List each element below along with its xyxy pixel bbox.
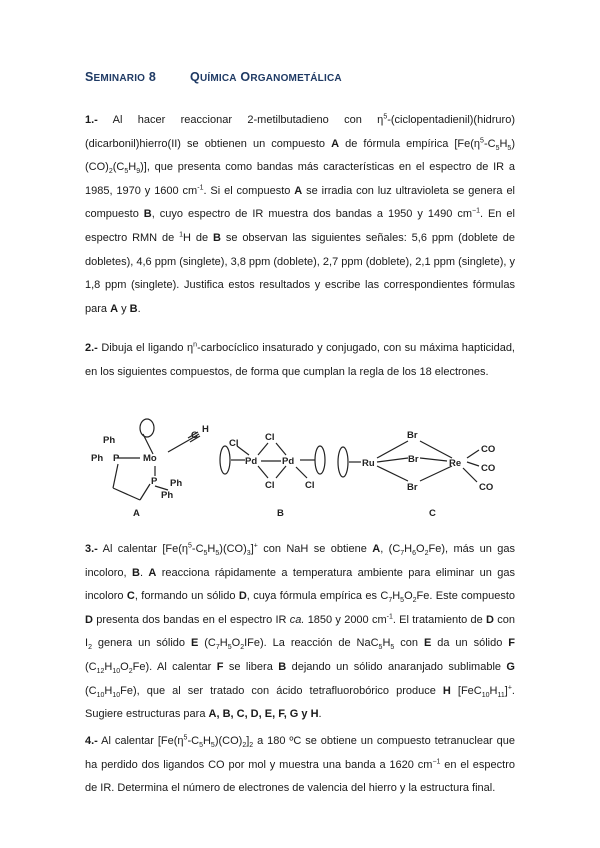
compound-c-br-2: Br — [408, 454, 419, 465]
seminar-title-initial: S — [85, 70, 94, 84]
compound-b-label: B — [277, 508, 284, 518]
question-2-number: 2.- — [85, 342, 98, 354]
compound-a-h: H — [202, 424, 209, 435]
topic-rest-2: RGANOMETÁLICA — [250, 73, 342, 84]
question-4-number: 4.- — [85, 735, 98, 747]
compound-a-ph-3: Ph — [170, 478, 183, 489]
seminar-number: 8 — [148, 70, 156, 84]
question-1: 1.- Al hacer reaccionar 2-metilbutadieno con $\eta^5-(ciclopentadienil)(hidruro)(dicarbonil)hierro(II)$ se obtienen un compuesto A de fórmula empírica $[Fe(\eta^5-C_5H_5)(CO)_2(C_5H_9)]$, que presenta como bandas más características en el espectro de IR a 1985, 1970 y 1600 $cm^{-1}$. Si el compuesto A se irradia con luz ultravioleta se genera el compuesto B, cuyo espectro de IR muestra dos bandas a 1950 y 1490 $cm^{-1}$. En el espectro RMN de $^1$H de B se observan las siguientes señales: 5,6 ppm (doblete de dobletes), 4,6 ppm (singlete), 3,8 ppm (doblete), 2,7 ppm (doblete), 2,1 ppm (singlete), y 1,8 ppm (singlete). Justifica estos resultados y escribe las correspondientes fórmulas para A y B. — [85, 113, 516, 315]
seminar-title — [85, 70, 156, 84]
compound-b-pd-2: Pd — [282, 456, 295, 467]
question-1-number: 1.- — [85, 114, 98, 126]
compound-a-ph-4: Ph — [161, 490, 174, 501]
compound-c-label: C — [429, 508, 436, 518]
question-4: 4.- Al calentar $[Fe(\eta^5-C_5H_5)(CO)_2]_2$ a 180 ºC se obtiene un compuesto tetranuclear que ha perdido dos ligandos CO por mol y muestra una banda a 1620 $cm^{-1}$ en el espectro de IR. Determina el número de electrones de valencia del hierro y la estructura final. — [85, 734, 515, 795]
compound-b-pd-1: Pd — [245, 456, 258, 467]
compound-b-cl-4: Cl — [305, 480, 315, 491]
compound-c-ru: Ru — [362, 458, 375, 469]
compound-c-br-3: Br — [407, 482, 418, 493]
compound-a-ph-2: Ph — [91, 453, 104, 464]
compound-a-mo: Mo — [143, 453, 157, 464]
compounds-figure — [85, 418, 515, 518]
question-2: 2.- Dibuja el ligando $\eta^n$-carbocíclico insaturado y conjugado, con su máxima hapticidad, en los siguientes compuestos, de forma que cumplan la regla de los 18 electrones. — [85, 341, 515, 378]
compound-b-cl-1: Cl — [229, 438, 239, 449]
compound-a-ph-1: Ph — [103, 435, 116, 446]
compound-a-label: A — [133, 508, 140, 518]
compound-c-re: Re — [449, 458, 462, 469]
topic-initial-2: O — [240, 70, 251, 84]
compound-c-br-1: Br — [407, 430, 418, 441]
compound-a-c: C — [191, 430, 198, 441]
question-3: 3.- Al calentar $[Fe(\eta^5-C_5H_5)(CO)_3]^+$ con NaH se obtiene A, $(C_7H_6O_2Fe)$, más un gas incoloro, B. A reacciona rápidamente a temperatura ambiente para eliminar un gas incoloro C, formando un sólido D, cuya fórmula empírica es $C_7H_5O_2Fe$. Este compuesto D presenta dos bandas en el espectro IR ca. 1850 y 2000 $cm^{-1}$. El tratamiento de D con $I_2$ genera un sólido E $(C_7H_5O_2IFe)$. La reacción de $NaC_5H_5$ con E da un sólido F $(C_{12}H_{10}O_2Fe)$. Al calentar F se libera B dejando un sólido anaranjado sublimable G $(C_{10}H_{10}Fe)$, que al ser tratado con ácido tetrafluorobórico produce H $[FeC_{10}H_{11}]^+$. Sugiere estructuras para A, B, C, D, E, F, G y H. — [85, 542, 515, 721]
topic-initial: Q — [190, 70, 200, 84]
compound-a-p-1: P — [113, 453, 120, 464]
question-3-number: 3.- — [85, 543, 98, 555]
compound-c-co-3: CO — [479, 482, 494, 493]
topic-title — [190, 70, 342, 84]
compound-c-co-1: CO — [481, 444, 496, 455]
seminar-title-rest: EMINARIO — [93, 73, 146, 84]
compound-b-cl-3: Cl — [265, 480, 275, 491]
compound-b-cl-2: Cl — [265, 432, 275, 443]
compound-a-p-2: P — [151, 476, 158, 487]
compound-c-co-2: CO — [481, 463, 496, 474]
topic-rest: UÍMICA — [199, 73, 237, 84]
